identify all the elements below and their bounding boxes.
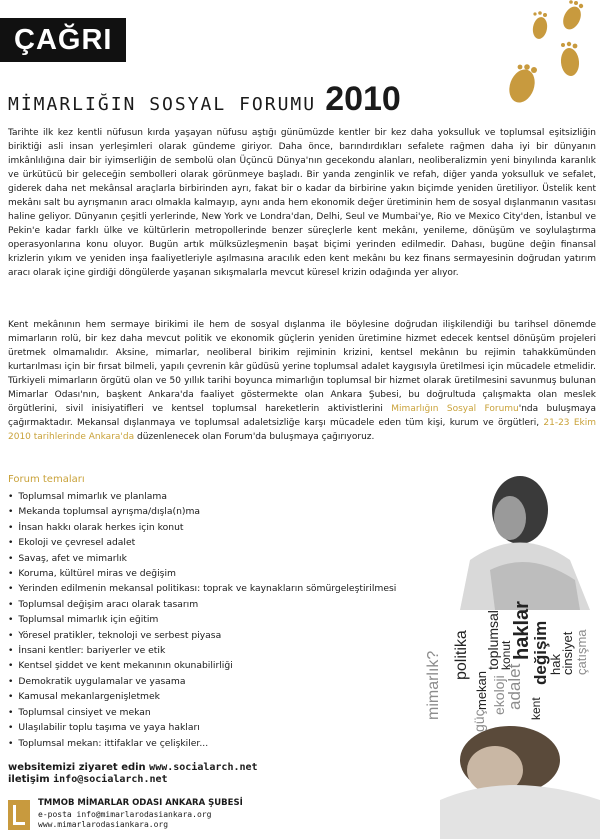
art-word: konut — [499, 640, 513, 670]
list-item: • Ekoloji ve çevresel adalet — [8, 535, 408, 550]
org-name: TMMOB MİMARLAR ODASI ANKARA ŞUBESİ — [38, 798, 243, 808]
art-word: haklar — [511, 601, 533, 660]
art-word: kent — [529, 697, 543, 720]
forum-name-highlight: Mimarlığın Sosyal Forumu — [391, 404, 519, 414]
topics-heading: Forum temaları — [8, 474, 85, 485]
people-wordcloud-illustration — [400, 470, 600, 839]
person-figure-top — [460, 476, 590, 610]
art-word: güç — [471, 709, 487, 732]
list-item: • Demokratik uygulamalar ve yasama — [8, 674, 408, 689]
art-word: adalet — [505, 663, 524, 710]
list-item: • Koruma, kültürel miras ve değişim — [8, 566, 408, 581]
title-year: 2010 — [325, 80, 401, 118]
chamber-logo-icon — [8, 800, 30, 830]
title-main: MİMARLIĞIN SOSYAL FORUMU — [8, 94, 317, 115]
org-email[interactable]: e-posta info@mimarlarodasiankara.org — [38, 810, 212, 819]
website-info — [8, 762, 258, 786]
list-item: • Yöresel pratikler, teknoloji ve serbest piyasa — [8, 628, 408, 643]
list-item: • Toplumsal değişim aracı olarak tasarım — [8, 597, 408, 612]
date-highlight: 21-23 Ekim 2010 tarihlerinde Ankara'da — [8, 418, 596, 442]
topics-list — [8, 489, 408, 751]
art-word: değişim — [531, 620, 550, 685]
contact-label: iletişim — [8, 774, 50, 785]
list-item: • Toplumsal cinsiyet ve mekan — [8, 705, 408, 720]
list-item: • Mekanda toplumsal ayrışma/dışla(n)ma — [8, 504, 408, 519]
art-word: toplumsal — [485, 610, 501, 670]
list-item: • Kentsel şiddet ve kent mekanının okunabilirliği — [8, 658, 408, 673]
art-word: çatışma — [574, 629, 589, 675]
call-paragraph — [8, 318, 596, 444]
list-item: • Yerinden edilmenin mekansal politikası: toprak ve kaynakların sömürgeleştirilmesi — [8, 581, 408, 596]
list-item: • Kamusal mekanlargenişletmek — [8, 689, 408, 704]
list-item: • İnsan hakkı olarak herkes için konut — [8, 520, 408, 535]
art-word: ekoloji — [491, 675, 507, 715]
art-word: cinsiyet — [560, 631, 575, 675]
art-word: hak — [548, 654, 563, 675]
list-item: • İnsani kentler: bariyerler ve etik — [8, 643, 408, 658]
org-website[interactable]: www.mimarlarodasiankara.org — [38, 820, 169, 829]
organization-block — [8, 798, 298, 832]
list-item: • Toplumsal mekan: ittifaklar ve çelişkiler... — [8, 736, 408, 751]
art-word: mimarlık? — [425, 650, 442, 720]
call-text-b: 'nda buluşmaya çağırmaktadır. Mekansal dışlanmaya ve toplumsal adaletsizliğe karşı mücadele eden tüm kişi, kurum ve örgütleri, — [8, 404, 596, 428]
intro-paragraph: Tarihte ilk kez kentli nüfusun kırda yaşayan nüfusu aştığı günümüzde kentler bir kez daha yoksulluk ve toplumsal eşitsizliğin biriktiği asli insan yerleşimleri olarak gündeme giriyor. Daha önce, barındırdıkları sefalete rağmen daha iyi bir dünyanın imkânlılığına dair bir iyimserliğin de sembolü olan Üçüncü Dünya'nın gecekondu alanları, neoliberalizmin yeni binyılında karanlık ve ürkütücü bir geleceğin sembolleri olarak görünmeye başladı. Bir yanda zenginlik ve refah, diğer yanda yoksulluk ve sefalet, giderek daha net mekânsal araçlarla birbirinden ayrı, fakat bir o kadar da birbirine yakın biçimde yeniden üretiliyor. Üstelik kent mekânı salt bu ayrışmanın aracı olmakla kalmayıp, aynı anda hem ekonomik değer üretiminin hem de sosyal dışlanmanın vasıtası haline geliyor. Dünyanın çeşitli yerlerinde, New York ve Londra'dan, Delhi, Seul ve Mumbai'ye, Rio ve Mexico City'den, İstanbul ve Pekin'e kadar farklı ülke ve kültürlerin metropollerinde benzer süreçlerle kent mekânı, yenileme, dönüşüm ve soylulaştırma operasyonlarına konu oluyor. Bugün artık mülksüzleşmenin başat biçimi yerinden edilmedir. Dahası, bugüne değin finansal krizlerin yıkım ve yeniden inşa faaliyetleriyle aşılmasına aracılık eden kent mekânı bu kez finans sermayesinin doğrudan yatırım aracı olarak içine girdiği döngülerde yaşanan sıkışmalarla mevcut küresel krizin odağında yer alıyor. — [8, 128, 596, 278]
website-link[interactable]: www.socialarch.net — [149, 762, 258, 773]
art-word: mekan — [474, 670, 489, 710]
list-item: • Toplumsal mimarlık için eğitim — [8, 612, 408, 627]
list-item: • Savaş, afet ve mimarlık — [8, 551, 408, 566]
art-word: politika — [453, 630, 470, 680]
list-item: • Ulaşılabilir toplu taşıma ve yaya hakları — [8, 720, 408, 735]
header-badge: ÇAĞRI — [0, 18, 126, 62]
email-link[interactable]: info@socialarch.net — [53, 774, 168, 785]
visit-label: websitemizi ziyaret edin — [8, 762, 146, 773]
person-figure-bottom — [440, 726, 600, 839]
page-title — [8, 80, 528, 120]
call-text-a: Kent mekânının hem sermaye birikimi ile hem de sosyal dışlanma ile böylesine doğrudan ilişkilendiği bu tarihsel dönemde mimarların rolü, bir kez daha mevcut politik ve ekonomik güçlerin yeniden üretimine hizmet edecek kentsel dönüşüm projeleri üretmek olmamalıdır. Aksine, mimarlar, neoliberal birikim rejiminin krizini, kentsel mekânın bu rejimin tahakkümünden kurtarılması için bir fırsat bilmeli, yapılı çevrenin kâr güdüsü yerine toplumsal adalet kaygısıyla üretilmesi için mücadele etmelidir. Türkiyeli mimarların örgütü olan ve 50 yıllık tarihi boyunca mimarlığın toplumsal bir hizmet olarak üretilmesini savunmuş bulunan Mimarlar Odası'nın, başkent Ankara'da faaliyet göstermekte olan Ankara Şubesi, bu doğrultuda çalışmakta olan meslek örgütlerini, sivil inisiyatifleri ve kentsel toplumsal hareketlerin aktivistlerini — [8, 320, 596, 414]
call-text-c: düzenlenecek olan Forum'da buluşmaya çağırıyoruz. — [134, 432, 375, 442]
list-item: • Toplumsal mimarlık ve planlama — [8, 489, 408, 504]
